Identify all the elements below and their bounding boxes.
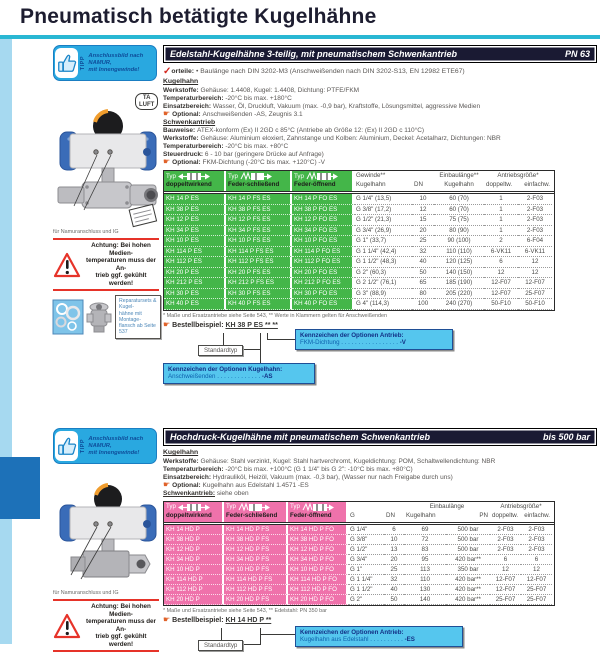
header-antriebsgroesse: Antriebsgröße* doppeltw. einfachw. [486,172,550,188]
table-cell: 185 (190) [434,278,484,289]
header-feder-schliessend: Typ Feder-schließend [226,171,292,191]
tipp-vertical-label: TIPP [80,55,87,71]
table-cell: 25-F07 [521,585,552,595]
table-footnote: * Maße und Ersatzantriebe siehe Seite 543, ** Edelstahl: PN 350 bar [163,607,327,614]
options-diagram [163,331,597,393]
table-row [164,226,554,237]
table-cell: KH 212 P FS ES [226,278,292,289]
info-line: Werkstoffe: Gehäuse: Aluminium eloxiert, Zahnstange und Kolben: Aluminium, Deckel: Acetalharz, Dichtungen: NBR [163,135,501,142]
typ-feder-oeffnend-icon [306,172,338,181]
table-cell: KH 12 HD P [164,545,224,555]
table-row [164,194,554,205]
option-box-antrieb: Kennzeichen der Optionen Antrieb: Kugelhahn aus Edelstahl . . . . . . . . . . -ES [295,626,463,647]
pointing-hand-icon: ☛ [163,614,171,624]
info-line: Temperaturbereich: -20°C bis max. +180°C [163,94,292,102]
table-cell: 50-F10 [518,299,552,310]
table-body [164,194,554,310]
table-row [164,205,554,216]
table-cell: 6-F04 [518,236,552,247]
info-line: Temperaturbereich: -20°C bis max. +80°C [163,143,289,150]
table-row [164,545,554,555]
table-cell: 140 (150) [434,268,484,279]
table-cell: 110 (110) [434,247,484,258]
table-cell: 120 (125) [434,257,484,268]
table-cell: 12 [412,205,434,216]
table-cell: KH 114 P ES [164,247,226,258]
table-row [164,289,554,300]
table-cell: KH 34 P ES [164,226,226,237]
table-cell: 72 [404,535,446,545]
table-cell: KH 10 P FS ES [226,236,292,247]
info-line: Bauweise: ATEX-konform (Ex) II 2GD c 85°C (Antriebe ab Größe 12: (Ex) II 2GD c 110°C) [163,127,425,134]
table-cell: 25-F07 [518,289,552,300]
table-cell: 12-F07 [490,585,521,595]
table-cell: 100 [412,299,434,310]
table-cell: G 1" [348,565,384,575]
warning-triangle-icon [53,613,81,639]
valve-photo-hochdruck [53,469,159,589]
tipp-vertical-label: TIPP [80,438,87,454]
table-cell: 2-F03 [521,545,552,555]
table-cell: 60 (70) [434,194,484,205]
table-row [164,585,554,595]
table-cell: G 3/8" [348,535,384,545]
table-row [164,299,554,310]
table-cell: G 3/4" [348,555,384,565]
table-cell: 12-F07 [518,278,552,289]
order-example: ☛ Bestellbeispiel: KH 14 HD P ** [163,614,272,624]
table-cell: 25-F07 [490,595,521,605]
table-cell: 12-F07 [484,278,518,289]
table-cell: KH 112 HD P FO [288,585,348,595]
flange-valve-image [86,300,112,334]
table-header [164,502,554,525]
warning-text: Achtung: Bei hohen Medien- temperaturen muss der An- trieb ggf. gekühlt werden! [86,603,156,648]
table-cell: KH 34 HD P [164,555,224,565]
schwenkantrieb-heading: Schwenkantrieb [163,118,216,126]
seal-rings-image [53,300,83,334]
table-cell: 6-VK11 [484,247,518,258]
table-cell: 50-F10 [484,299,518,310]
table-cell: KH 34 HD P FS [224,555,288,565]
table-cell: 2-F03 [521,535,552,545]
table-cell: KH 30 P FO ES [292,289,354,300]
table-row [164,268,554,279]
ta-luft-badge: TA LUFT [135,93,158,110]
kugelhahn-info [163,458,597,490]
table-cell: 12 [518,268,552,279]
header-einbaulaenge: Einbaulänge Kugelhahn PN [406,502,488,519]
table-cell: KH 34 P FS ES [226,226,292,237]
left-margin-band [0,39,12,644]
table-cell: KH 12 HD P FS [224,545,288,555]
table-cell: KH 212 P ES [164,278,226,289]
kugelhahn-heading: Kugelhahn [163,78,199,85]
table-cell: 25-F07 [521,595,552,605]
table-cell: KH 12 P FO ES [292,215,354,226]
table-cell: 205 (220) [434,289,484,300]
page-title: Pneumatisch betätigte Kugelhähne [20,5,377,28]
header-doppeltwirkend: Typ doppeltwirkend [164,171,226,191]
table-cell: 350 bar [446,565,490,575]
option-box-kugelhahn: Kennzeichen der Optionen Kugelhahn: Anschweißenden . . . . . . . . . . . . . -AS [163,363,315,384]
table-cell: KH 112 P FO ES [292,257,354,268]
tipp-text: Anschlussbild nach NAMUR, mit Innengewinde! [88,52,144,73]
info-line: ☛ Optional: Anschweißenden -AS, Zeugnis 3.1 [163,108,303,118]
header-feder-oeffnend: Typ Feder-öffnend [288,502,348,522]
table-cell: G 1/4" [348,525,384,535]
table-cell: KH 38 P ES [164,205,226,216]
table-row [164,525,554,535]
table-cell: 500 bar [446,545,490,555]
table-cell: G 1 1/4" [348,575,384,585]
table-cell: KH 114 HD P [164,575,224,585]
table-cell: KH 14 P FS ES [226,194,292,205]
table-cell: KH 30 P ES [164,289,226,300]
table-cell: 20 [412,226,434,237]
info-line: Werkstoffe: Gehäuse: Stahl verzinkt, Kugel: Stahl hartverchromt, Kugeldichtung: POM, Schaltwellendichtung: NBR [163,457,496,465]
table-cell: KH 14 P ES [164,194,226,205]
table-cell: 500 bar [446,535,490,545]
table-cell: KH 20 HD P [164,595,224,605]
schwenkantrieb-info [163,127,597,167]
table-cell: KH 40 P FO ES [292,299,354,310]
info-line: Werkstoffe: Gehäuse: 1.4408, Kugel: 1.4408, Dichtung: PTFE/FKM [163,86,360,94]
table-cell: 2 [484,236,518,247]
table-cell: 500 bar [446,525,490,535]
table-cell: KH 112 P FS ES [226,257,292,268]
sticker-badge [129,204,156,226]
typ-feder-oeffnend-icon [302,503,334,512]
header-doppeltwirkend: Typ doppeltwirkend [164,502,224,522]
tipp-text: Anschlussbild nach NAMUR, mit Innengewinde! [88,435,144,456]
table-row [164,535,554,545]
option-box-antrieb: Kennzeichen der Optionen Antrieb: FKM-Dichtung . . . . . . . . . . . . . . . . . -V [295,329,453,350]
section1-pressure-rating: PN 63 [564,49,590,59]
table-cell: 69 [404,525,446,535]
table-cell: 6-VK11 [518,247,552,258]
table-cell: 12-F07 [490,575,521,585]
header-dn: DN [414,181,423,188]
table-cell: 90 (100) [434,236,484,247]
header-g: G [350,511,355,519]
table-row [164,555,554,565]
table-cell: 1 [484,205,518,216]
table-cell: 40 [384,585,404,595]
table-cell: 13 [384,545,404,555]
table-footnote: * Maße und Ersatzantriebe siehe Seite 543, ** Werte in Klammern gelten für Anschweißenden [163,312,388,319]
table-cell: KH 112 HD P [164,585,224,595]
table-cell: G 4" (114,3) [354,299,412,310]
section2-pressure-rating: bis 500 bar [542,432,590,442]
table-cell: KH 38 P FS ES [226,205,292,216]
table-cell: 10 [412,194,434,205]
table-cell: 15 [412,215,434,226]
table-cell: G 1/2" [348,545,384,555]
table-cell: KH 20 P ES [164,268,226,279]
table-cell: 6 [384,525,404,535]
table-cell: G 3/4" (26,9) [354,226,412,237]
pointing-hand-icon: ☛ [163,479,171,489]
table-cell: KH 14 HD P [164,525,224,535]
info-line: Temperaturbereich: -20°C bis max. +100°C (G 1 1/4" bis G 2": -10°C bis max. +80°C) [163,465,413,473]
table-cell: KH 40 P ES [164,299,226,310]
table-cell: 12 [521,565,552,575]
table-cell: KH 20 HD P FS [224,595,288,605]
table-cell: G 1/2" (21,3) [354,215,412,226]
table-hochdruck-kugelhaehne [163,501,555,606]
table-cell: G 1" (33,7) [354,236,412,247]
table-cell: KH 12 P FS ES [226,215,292,226]
photo-caption: für Namuranschluss und IG [53,590,119,596]
table-row [164,575,554,585]
section1 [139,45,597,393]
info-line: ☛ Optional: FKM-Dichtung (-20°C bis max. +120°C) -V [163,157,325,166]
table-cell: 40 [412,257,434,268]
table-cell: 420 bar** [446,555,490,565]
section1-left-column [53,45,161,339]
table-row [164,247,554,258]
table-cell: KH 38 HD P FO [288,535,348,545]
table-cell: 2-F03 [490,545,521,555]
info-line: Steuerdruck: 6 - 10 bar (geringere Drücke auf Anfrage) [163,151,324,158]
table-cell: 110 [404,575,446,585]
header-gewinde: Gewinde** Kugelhahn [356,172,386,188]
table-cell: 2-F03 [518,205,552,216]
table-cell: G 2 1/2" (76,1) [354,278,412,289]
table-cell: G 2" [348,595,384,605]
table-body [164,525,554,605]
table-cell: 12 [518,257,552,268]
pointing-hand-icon: ☛ [163,108,171,118]
table-cell: 113 [404,565,446,575]
typ-doppeltwirkend-icon [178,172,210,181]
tipp-badge [53,428,157,464]
typ-feder-schliessend-icon [240,172,272,181]
schwenkantrieb-ref-line: Schwenkantrieb: siehe oben [163,489,249,497]
table-cell: KH 20 HD P FO [288,595,348,605]
photo-caption: für Namuranschluss und IG [53,229,119,235]
info-line: Einsatzbereich: Hydrauliköl, Heizöl, Vakuum (max. -0,3 bar), (Wasser nur nach Freigabe durch uns) [163,473,453,481]
table-cell: KH 34 P FO ES [292,226,354,237]
check-icon: ✓ [163,66,172,77]
table-row [164,595,554,605]
table-cell: KH 114 P FO ES [292,247,354,258]
table-cell: 50 [412,268,434,279]
table-cell: 420 bar** [446,575,490,585]
table-cell: 2-F03 [521,525,552,535]
table-cell: 2-F03 [490,525,521,535]
warning-triangle-icon [53,252,81,278]
table-cell: 2-F03 [518,194,552,205]
table-cell: KH 14 P FO ES [292,194,354,205]
tipp-badge [53,45,157,81]
table-cell: KH 34 HD P FO [288,555,348,565]
table-cell: 83 [404,545,446,555]
header-einbaulaenge: Einbaulänge** Kugelhahn [439,172,479,188]
table-cell: 1 [484,194,518,205]
table-row [164,215,554,226]
table-header [164,171,554,194]
table-edelstahl-kugelhaehne [163,170,555,311]
table-cell: KH 10 HD P FO [288,565,348,575]
table-cell: 10 [384,535,404,545]
table-cell: KH 20 P FO ES [292,268,354,279]
header-feder-oeffnend: Typ Feder-öffnend [292,171,354,191]
pointing-hand-icon: ☛ [163,319,171,329]
table-row [164,236,554,247]
table-cell: 25 [384,565,404,575]
header-feder-schliessend: Typ Feder-schließend [224,502,288,522]
options-diagram [163,626,597,666]
table-cell: 25 [412,236,434,247]
warning-box [53,238,159,291]
table-cell: 80 [412,289,434,300]
table-cell: 12-F07 [521,575,552,585]
table-cell: 75 (75) [434,215,484,226]
table-cell: KH 12 HD P FO [288,545,348,555]
vorteile-line: ✓orteile: • Baulänge nach DIN 3202-M3 (Anschweißenden nach DIN 3202-S13, EN 12982 ETE67) [163,66,465,77]
standardtyp-box: Standardtyp [198,640,243,651]
table-cell: 6 [484,257,518,268]
table-cell: 50 [384,595,404,605]
table-cell: 420 bar** [446,595,490,605]
table-cell: 6 [490,555,521,565]
table-cell: KH 30 P FS ES [226,289,292,300]
warning-text: Achtung: Bei hohen Medien- temperaturen muss der An- trieb ggf. gekühlt werden! [86,242,156,287]
section2-left-column [53,428,161,652]
table-row [164,565,554,575]
table-cell: 140 [404,595,446,605]
table-cell: KH 14 HD P FS [224,525,288,535]
table-cell: G 1 1/2" [348,585,384,595]
typ-doppeltwirkend-icon [178,503,210,512]
section2-header [163,428,597,446]
table-cell: KH 10 HD P [164,565,224,575]
repair-note-row [53,295,161,339]
table-cell: KH 112 HD P FS [224,585,288,595]
table-cell: G 3" (88,9) [354,289,412,300]
section2-title: Hochdruck-Kugelhähne mit pneumatischem Schwenkantrieb [170,432,431,442]
pointing-hand-icon: ☛ [163,157,171,166]
typ-feder-schliessend-icon [238,503,270,512]
table-cell: 2-F03 [518,226,552,237]
table-cell: 240 (270) [434,299,484,310]
table-cell: G 3/8" (17,2) [354,205,412,216]
thumbs-up-icon [55,431,78,461]
table-cell: KH 10 P FO ES [292,236,354,247]
table-cell: 80 (90) [434,226,484,237]
table-cell: 20 [384,555,404,565]
table-cell: KH 38 P FO ES [292,205,354,216]
table-cell: KH 40 P FS ES [226,299,292,310]
table-cell: 2-F03 [490,535,521,545]
teal-rule [0,35,600,39]
repair-note: Reparatursets & Kugel- hähne mit Montage- flansch ab Seite 537 [115,295,161,339]
table-cell: KH 114 P FS ES [226,247,292,258]
table-cell: 6 [521,555,552,565]
table-cell: KH 212 P FO ES [292,278,354,289]
table-cell: G 1 1/4" (42,4) [354,247,412,258]
table-cell: KH 38 HD P FS [224,535,288,545]
order-example: ☛ Bestellbeispiel: KH 38 P ES ** ** [163,319,278,329]
table-cell: KH 112 P ES [164,257,226,268]
table-row [164,278,554,289]
table-cell: 65 [412,278,434,289]
table-cell: 1 [484,215,518,226]
table-cell: G 1/4" (13,5) [354,194,412,205]
standardtyp-box: Standardtyp [198,345,243,356]
left-margin-block [0,457,40,519]
table-cell: KH 10 HD P FS [224,565,288,575]
info-line: Einsatzbereich: Wasser, Öl, Druckluft, Vakuum (max. -0,9 bar), Kraftstoffe, Lösungsmittel, aggressive Medien [163,102,481,110]
table-cell: 60 (70) [434,205,484,216]
table-cell: 12 [490,565,521,575]
table-row [164,257,554,268]
table-cell: 2-F03 [518,215,552,226]
section1-header [163,45,597,63]
table-cell: G 1 1/2" (48,3) [354,257,412,268]
table-cell: KH 20 P FS ES [226,268,292,279]
info-line: ☛ Optional: Kugelhahn aus Edelstahl 1.4571 -ES [163,479,309,489]
table-cell: 32 [384,575,404,585]
section1-title: Edelstahl-Kugelhähne 3-teilig, mit pneumatischem Schwenkantrieb [170,49,458,59]
thumbs-up-icon [55,48,78,78]
table-cell: KH 114 HD P FS [224,575,288,585]
table-cell: KH 14 HD P FO [288,525,348,535]
table-cell: 420 bar** [446,585,490,595]
section2 [163,428,597,666]
table-cell: 130 [404,585,446,595]
table-cell: KH 12 P ES [164,215,226,226]
warning-box [53,599,159,652]
kugelhahn-heading: Kugelhahn [163,449,199,456]
table-cell: 32 [412,247,434,258]
header-antriebsgroesse: Antriebsgröße* doppeltw. einfachw. [492,502,550,519]
kugelhahn-info [163,87,597,119]
table-cell: G 2" (60,3) [354,268,412,279]
header-dn: DN [386,511,395,519]
table-cell: KH 114 HD P FO [288,575,348,585]
table-cell: KH 38 HD P [164,535,224,545]
table-cell: 1 [484,226,518,237]
table-cell: 12 [484,268,518,279]
table-cell: KH 10 P ES [164,236,226,247]
table-cell: 95 [404,555,446,565]
table-cell: 12-F07 [484,289,518,300]
